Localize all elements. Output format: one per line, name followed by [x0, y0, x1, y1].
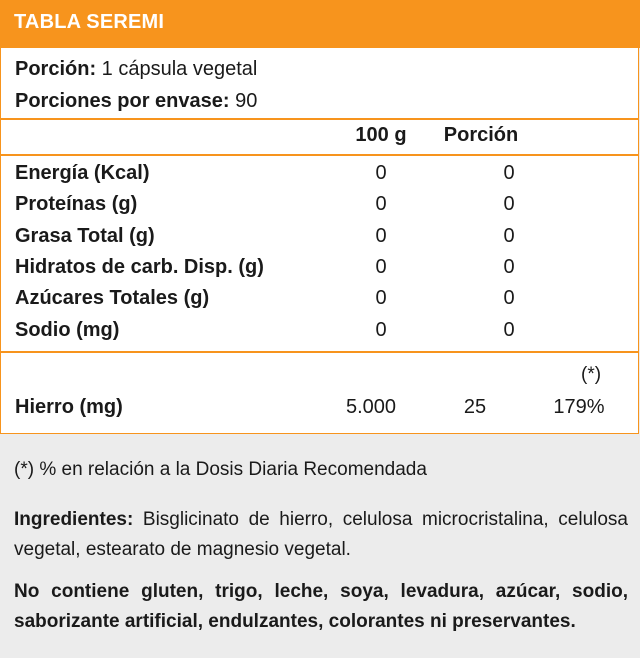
- iron-value-100g: 5.000: [345, 396, 397, 418]
- nutrient-value-100g: 0: [375, 319, 387, 341]
- portion-label: Porción:: [15, 58, 97, 80]
- divider: [1, 154, 638, 156]
- column-header-portion: Porción: [443, 124, 519, 146]
- iron-daily-value-percent: 179%: [553, 396, 605, 418]
- ingredients-paragraph: [14, 505, 628, 565]
- nutrient-value-portion: 0: [503, 256, 515, 278]
- nutrient-value-100g: 0: [375, 287, 387, 309]
- column-header-100g: 100 g: [355, 124, 407, 146]
- divider: [1, 118, 638, 120]
- table-title: TABLA SEREMI: [14, 11, 165, 33]
- nutrient-name: Sodio (mg): [15, 319, 120, 341]
- daily-value-footnote: (*) % en relación a la Dosis Diaria Recomendada: [14, 459, 427, 480]
- nutrient-value-100g: 0: [375, 225, 387, 247]
- portion-value: 1 cápsula vegetal: [96, 58, 258, 80]
- nutrient-name: Proteínas (g): [15, 193, 138, 215]
- nutrient-value-portion: 0: [503, 225, 515, 247]
- nutrient-value-portion: 0: [503, 162, 515, 184]
- divider: [1, 351, 638, 353]
- iron-name: Hierro (mg): [15, 396, 123, 418]
- allergen-warning: No contiene gluten, trigo, leche, soya, levadura, azúcar, sodio, saborizante artificial, endulzantes, colorantes ni preservantes.: [14, 581, 628, 632]
- nutrient-value-100g: 0: [375, 193, 387, 215]
- nutrient-name: Hidratos de carb. Disp. (g): [15, 256, 264, 278]
- servings-value: 90: [229, 90, 258, 112]
- servings-line: [15, 89, 257, 113]
- nutrition-table: [0, 48, 639, 434]
- nutrient-value-portion: 0: [503, 193, 515, 215]
- nutrient-value-portion: 0: [503, 287, 515, 309]
- portion-line: [15, 57, 257, 81]
- nutrient-value-100g: 0: [375, 162, 387, 184]
- nutrient-value-100g: 0: [375, 256, 387, 278]
- daily-value-marker: (*): [581, 364, 602, 385]
- ingredients-label: Ingredientes:: [14, 509, 134, 530]
- table-header: [0, 0, 640, 48]
- iron-value-portion: 25: [463, 396, 487, 418]
- nutrient-name: Grasa Total (g): [15, 225, 155, 247]
- nutrient-name: Azúcares Totales (g): [15, 287, 210, 309]
- nutrient-value-portion: 0: [503, 319, 515, 341]
- ingredients-text: Bisglicinato de hierro, celulosa microcristalina, celulosa vegetal, estearato de magnesio vegetal.: [14, 509, 628, 560]
- nutrient-name: Energía (Kcal): [15, 162, 150, 184]
- servings-label: Porciones por envase:: [15, 90, 230, 112]
